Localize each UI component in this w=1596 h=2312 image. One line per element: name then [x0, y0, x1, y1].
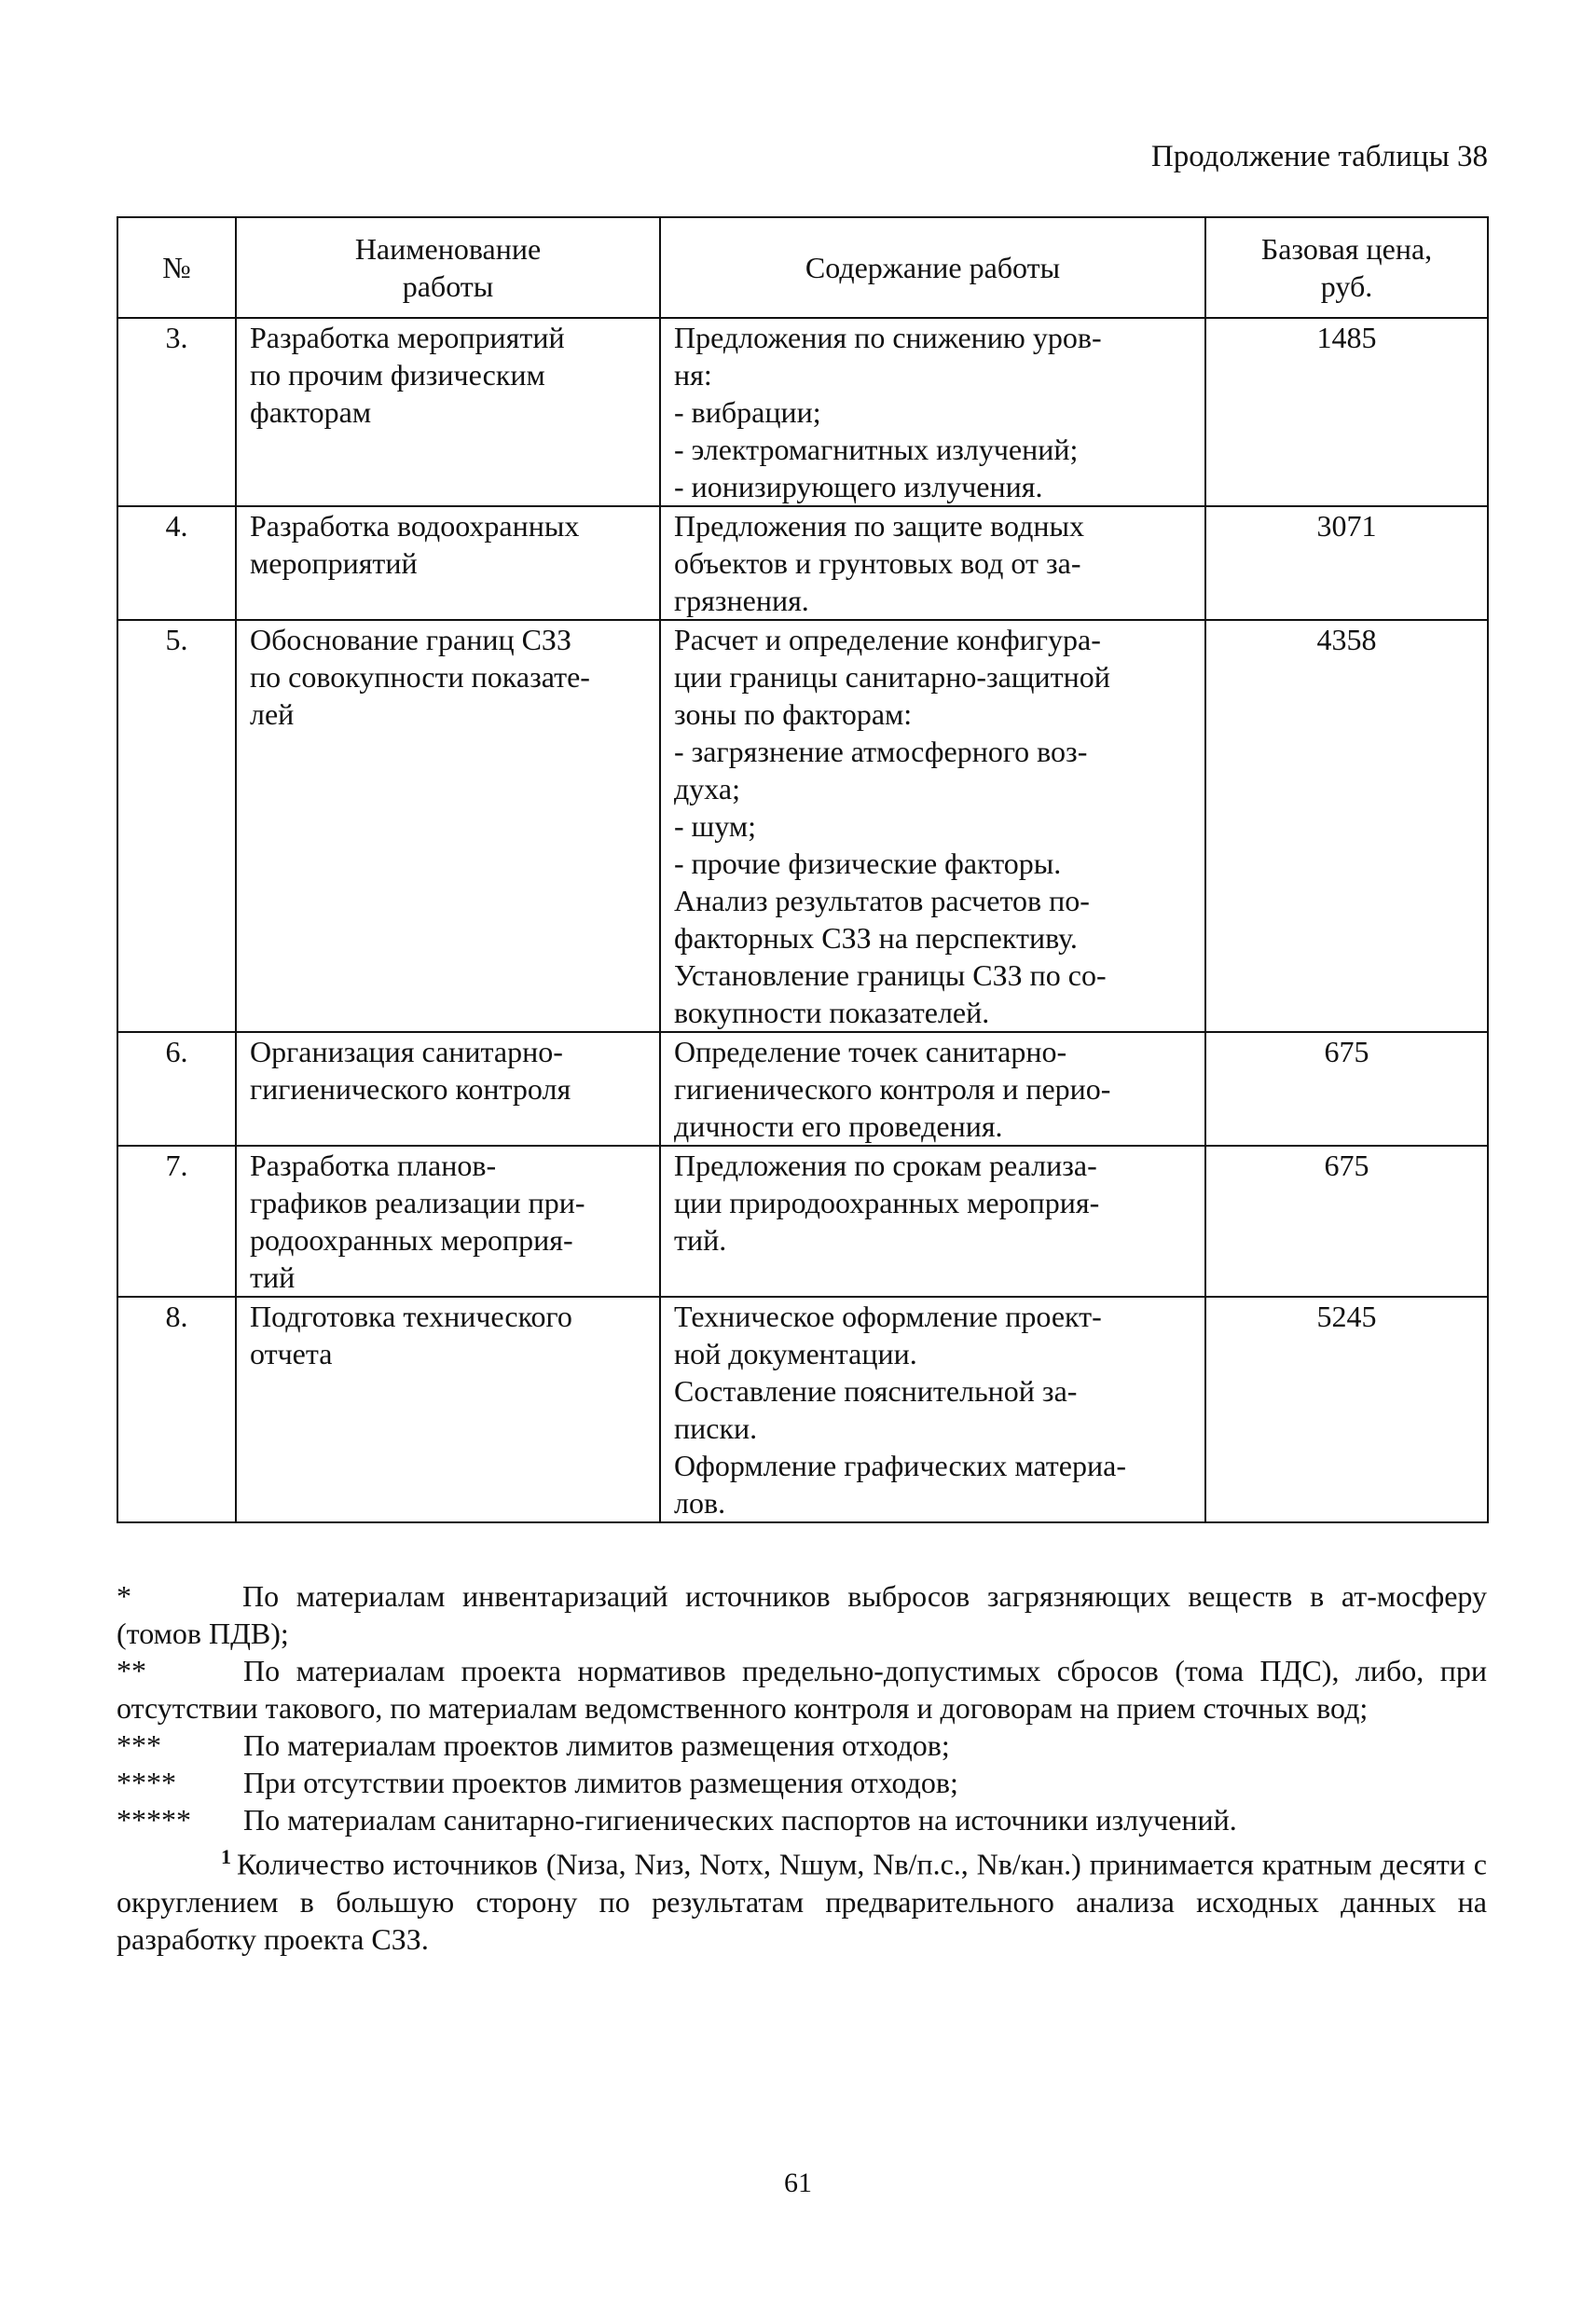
row-content-line: писки. — [674, 1411, 758, 1445]
works-table — [117, 216, 1489, 1523]
row-content-line: - прочие физические факторы. — [674, 846, 1062, 880]
table-row — [117, 1146, 1488, 1297]
header-content-line: Содержание работы — [805, 251, 1061, 284]
row-content-line: - электромагнитных излучений; — [674, 433, 1079, 466]
row-content-line: Анализ результатов расчетов по- — [674, 884, 1090, 917]
row-content — [660, 318, 1205, 506]
row-name — [236, 506, 660, 620]
row-content-line: ции природоохранных мероприя- — [674, 1186, 1100, 1219]
row-num: 7. — [117, 1146, 236, 1297]
footnote — [117, 1577, 1487, 1652]
row-name — [236, 318, 660, 506]
row-num: 3. — [117, 318, 236, 506]
row-content-line: Определение точек санитарно- — [674, 1035, 1067, 1068]
row-content-line: зоны по факторам: — [674, 697, 913, 731]
footnote — [117, 1727, 1487, 1764]
row-content-line: - ионизирующего излучения. — [674, 470, 1043, 503]
row-content-line: гигиенического контроля и перио- — [674, 1072, 1111, 1106]
footnote-superscript: 1 — [221, 1845, 231, 1868]
row-content-line: Составление пояснительной за- — [674, 1374, 1078, 1408]
row-content-line: - загрязнение атмосферного воз- — [674, 735, 1088, 768]
row-content-line: духа; — [674, 772, 740, 805]
row-content-line: ной документации. — [674, 1337, 917, 1370]
row-name-line: тий — [250, 1260, 296, 1294]
footnotes — [117, 1577, 1487, 1958]
footnote-marker: ** — [117, 1654, 146, 1687]
row-content-line: ции границы санитарно-защитной — [674, 660, 1110, 694]
row-num: 4. — [117, 506, 236, 620]
footnote-note — [117, 1838, 1487, 1958]
row-name-line: лей — [250, 697, 295, 731]
row-content-line: Установление границы СЗЗ по со- — [674, 958, 1107, 992]
row-name-line: Обоснование границ СЗЗ — [250, 623, 571, 656]
row-content-line: Предложения по защите водных — [674, 509, 1084, 543]
row-name — [236, 620, 660, 1032]
row-name-line: Организация санитарно- — [250, 1035, 563, 1068]
table-row — [117, 1032, 1488, 1146]
row-content-line: лов. — [674, 1486, 726, 1520]
header-content — [660, 217, 1205, 318]
footnote-marker: *** — [117, 1728, 161, 1762]
row-content-line: объектов и грунтовых вод от за- — [674, 546, 1081, 580]
footnote-text: По материалам проекта нормативов предельно-допустимых сбросов (тома ПДС), либо, при отсутствии такового, по материалам ведомственного контроля и договорам на прием сточных вод; — [117, 1654, 1487, 1725]
row-price: 675 — [1205, 1146, 1488, 1297]
footnote — [117, 1801, 1487, 1838]
row-content-line: - вибрации; — [674, 395, 821, 429]
row-name-line: Разработка мероприятий — [250, 321, 565, 354]
table-row — [117, 620, 1488, 1032]
footnote — [117, 1652, 1487, 1727]
header-num: № — [117, 217, 236, 318]
row-content-line: Расчет и определение конфигура- — [674, 623, 1101, 656]
row-price: 5245 — [1205, 1297, 1488, 1522]
row-content — [660, 1032, 1205, 1146]
row-name-line: отчета — [250, 1337, 333, 1370]
row-content-line: тий. — [674, 1223, 727, 1257]
table-row — [117, 506, 1488, 620]
footnote-marker: * — [117, 1579, 131, 1613]
row-num: 6. — [117, 1032, 236, 1146]
row-name — [236, 1032, 660, 1146]
row-content — [660, 620, 1205, 1032]
row-price: 1485 — [1205, 318, 1488, 506]
header-price — [1205, 217, 1488, 318]
row-content-line: грязнения. — [674, 584, 809, 617]
footnote-text: Количество источников (Nиза, Nиз, Nотх, Nшум, Nв/п.с., Nв/кан.) принимается кратным десяти с округлением в большую сторону по результатам предварительного анализа исходных данных на разработку проекта СЗЗ. — [117, 1847, 1487, 1956]
row-content-line: дичности его проведения. — [674, 1109, 1003, 1143]
row-price: 3071 — [1205, 506, 1488, 620]
row-content-line: Предложения по снижению уров- — [674, 321, 1102, 354]
row-content-line: Предложения по срокам реализа- — [674, 1149, 1097, 1182]
row-content — [660, 1146, 1205, 1297]
row-content-line: Оформление графических материа- — [674, 1449, 1126, 1482]
header-price-line: Базовая цена, — [1260, 232, 1433, 266]
row-content-line: - шум; — [674, 809, 757, 843]
row-name-line: по совокупности показате- — [250, 660, 590, 694]
footnote-text: По материалам проектов лимитов размещения отходов; — [243, 1728, 950, 1762]
footnote-text: При отсутствии проектов лимитов размещения отходов; — [243, 1766, 958, 1799]
row-content-line: вокупности показателей. — [674, 996, 990, 1029]
row-name — [236, 1146, 660, 1297]
header-price-line: руб. — [1320, 269, 1373, 303]
footnote-marker: **** — [117, 1766, 176, 1799]
row-name-line: по прочим физическим — [250, 358, 545, 392]
header-name-line: Наименование — [354, 232, 542, 266]
footnote-text: По материалам санитарно-гигиенических паспортов на источники излучений. — [243, 1803, 1237, 1837]
row-price: 4358 — [1205, 620, 1488, 1032]
row-name-line: мероприятий — [250, 546, 418, 580]
row-content — [660, 506, 1205, 620]
page-number: 61 — [784, 2168, 812, 2198]
table-row — [117, 1297, 1488, 1522]
row-name-line: Разработка планов- — [250, 1149, 497, 1182]
table-caption: Продолжение таблицы 38 — [1150, 140, 1488, 173]
row-num: 5. — [117, 620, 236, 1032]
row-name — [236, 1297, 660, 1522]
row-content-line: Техническое оформление проект- — [674, 1300, 1102, 1333]
row-name-line: гигиенического контроля — [250, 1072, 571, 1106]
header-name — [236, 217, 660, 318]
footnote — [117, 1764, 1487, 1801]
row-content-line: факторных СЗЗ на перспективу. — [674, 921, 1078, 955]
row-num: 8. — [117, 1297, 236, 1522]
row-name-line: Подготовка технического — [250, 1300, 572, 1333]
row-name-line: родоохранных мероприя- — [250, 1223, 573, 1257]
footnote-marker: ***** — [117, 1803, 191, 1837]
row-price: 675 — [1205, 1032, 1488, 1146]
row-name-line: графиков реализации при- — [250, 1186, 585, 1219]
header-name-line: работы — [402, 269, 494, 303]
footnote-text: По материалам инвентаризаций источников выбросов загрязняющих веществ в ат-мосферу (томов ПДВ); — [117, 1579, 1487, 1650]
row-content-line: ня: — [674, 358, 712, 392]
table-header-row — [117, 217, 1488, 318]
table-row — [117, 318, 1488, 506]
row-name-line: факторам — [250, 395, 372, 429]
row-name-line: Разработка водоохранных — [250, 509, 580, 543]
row-content — [660, 1297, 1205, 1522]
